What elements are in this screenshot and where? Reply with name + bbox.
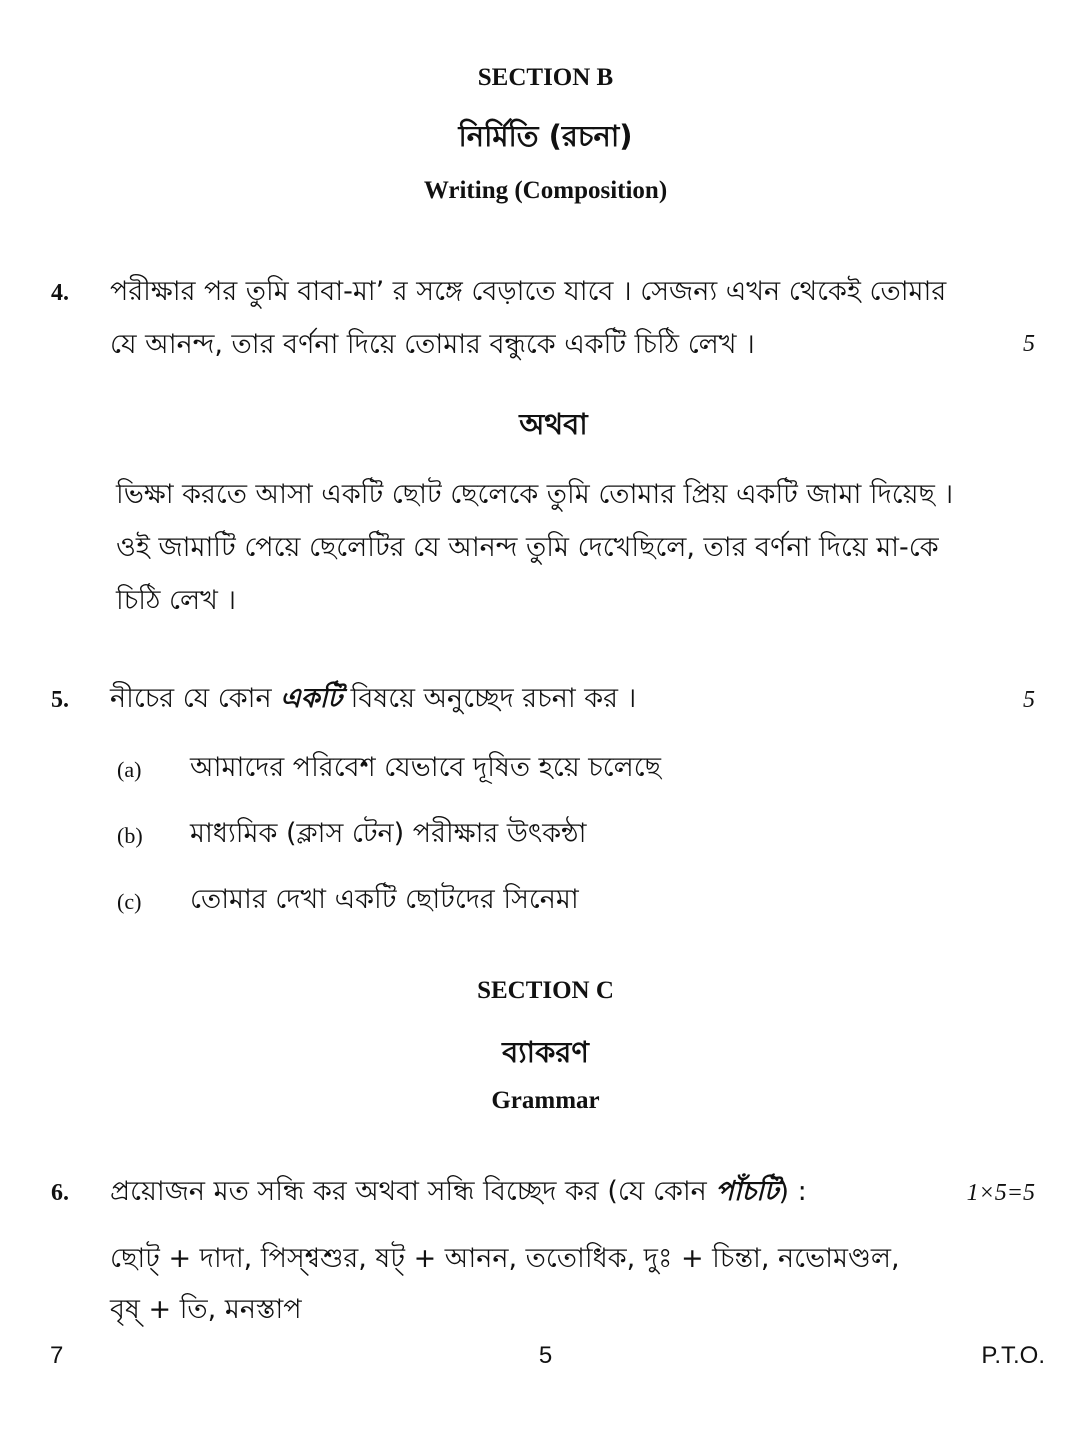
question-4-or: অথবা — [519, 407, 588, 441]
question-4-number: 4. — [51, 280, 69, 306]
question-4-line-2: যে আনন্দ, তার বর্ণনা দিয়ে তোমার বন্ধুকে একটি চিঠি লেখ । — [110, 329, 755, 360]
question-6-text — [110, 1165, 807, 1218]
section-b-subtitle: Writing (Composition) — [423, 177, 668, 204]
question-5-text — [110, 672, 636, 725]
question-4-alt-line-3: চিঠি লেখ । — [116, 585, 237, 616]
question-6-line-1: ছোট্ + দাদা, পিস্শ্বশুর, ষট্ + আনন, ততোধিক, দুঃ + চিন্তা, নভোমণ্ডল, — [110, 1243, 900, 1274]
question-6-marks: 1×5=5 — [966, 1180, 1035, 1206]
question-6-text-end: ) : — [778, 1176, 807, 1207]
option-b-label: (b) — [117, 823, 143, 848]
section-b-heading: SECTION B — [477, 64, 614, 91]
question-5-text-end: বিষয়ে অনুচ্ছেদ রচনা কর । — [350, 683, 637, 714]
question-5-emphasis: একটি — [280, 683, 343, 714]
question-4-marks: 5 — [1023, 331, 1035, 357]
question-5-number: 5. — [51, 687, 69, 713]
question-5-text-start: নীচের যে কোন — [110, 683, 272, 714]
footer-code: 7 — [50, 1342, 64, 1369]
page-number: 5 — [538, 1342, 553, 1369]
option-b-text: মাধ্যমিক (ক্লাস টেন) পরীক্ষার উৎকন্ঠা — [190, 818, 587, 849]
question-6-number: 6. — [51, 1180, 69, 1206]
section-c-subtitle: Grammar — [491, 1087, 600, 1114]
question-4-line-1: পরীক্ষার পর তুমি বাবা-মা’ র সঙ্গে বেড়াতে যাবে । সেজন্য এখন থেকেই তোমার — [110, 276, 947, 307]
question-6-text-start: প্রয়োজন মত সন্ধি কর অথবা সন্ধি বিচ্ছেদ কর (যে কোন — [110, 1176, 707, 1207]
option-a-label: (a) — [117, 757, 142, 782]
question-6-emphasis: পাঁচটি — [715, 1176, 779, 1207]
section-b-bengali-heading: নির্মিতি (রচনা) — [458, 119, 633, 153]
question-4-alt-line-1: ভিক্ষা করতে আসা একটি ছোট ছেলেকে তুমি তোমার প্রিয় একটি জামা দিয়েছ । — [116, 479, 954, 510]
question-6-line-2: বৃষ্ + তি, মনস্তাপ — [110, 1294, 302, 1325]
option-c-text: তোমার দেখা একটি ছোটদের সিনেমা — [190, 884, 579, 915]
section-c-heading: SECTION C — [477, 977, 614, 1004]
option-a-text: আমাদের পরিবেশ যেভাবে দূষিত হয়ে চলেছে — [190, 752, 661, 783]
footer-pto: P.T.O. — [981, 1342, 1045, 1369]
section-c-bengali-heading: ব্যাকরণ — [502, 1035, 589, 1069]
option-c-label: (c) — [117, 889, 142, 914]
question-4-alt-line-2: ওই জামাটি পেয়ে ছেলেটির যে আনন্দ তুমি দেখেছিলে, তার বর্ণনা দিয়ে মা-কে — [116, 532, 939, 563]
question-5-marks: 5 — [1023, 687, 1035, 713]
